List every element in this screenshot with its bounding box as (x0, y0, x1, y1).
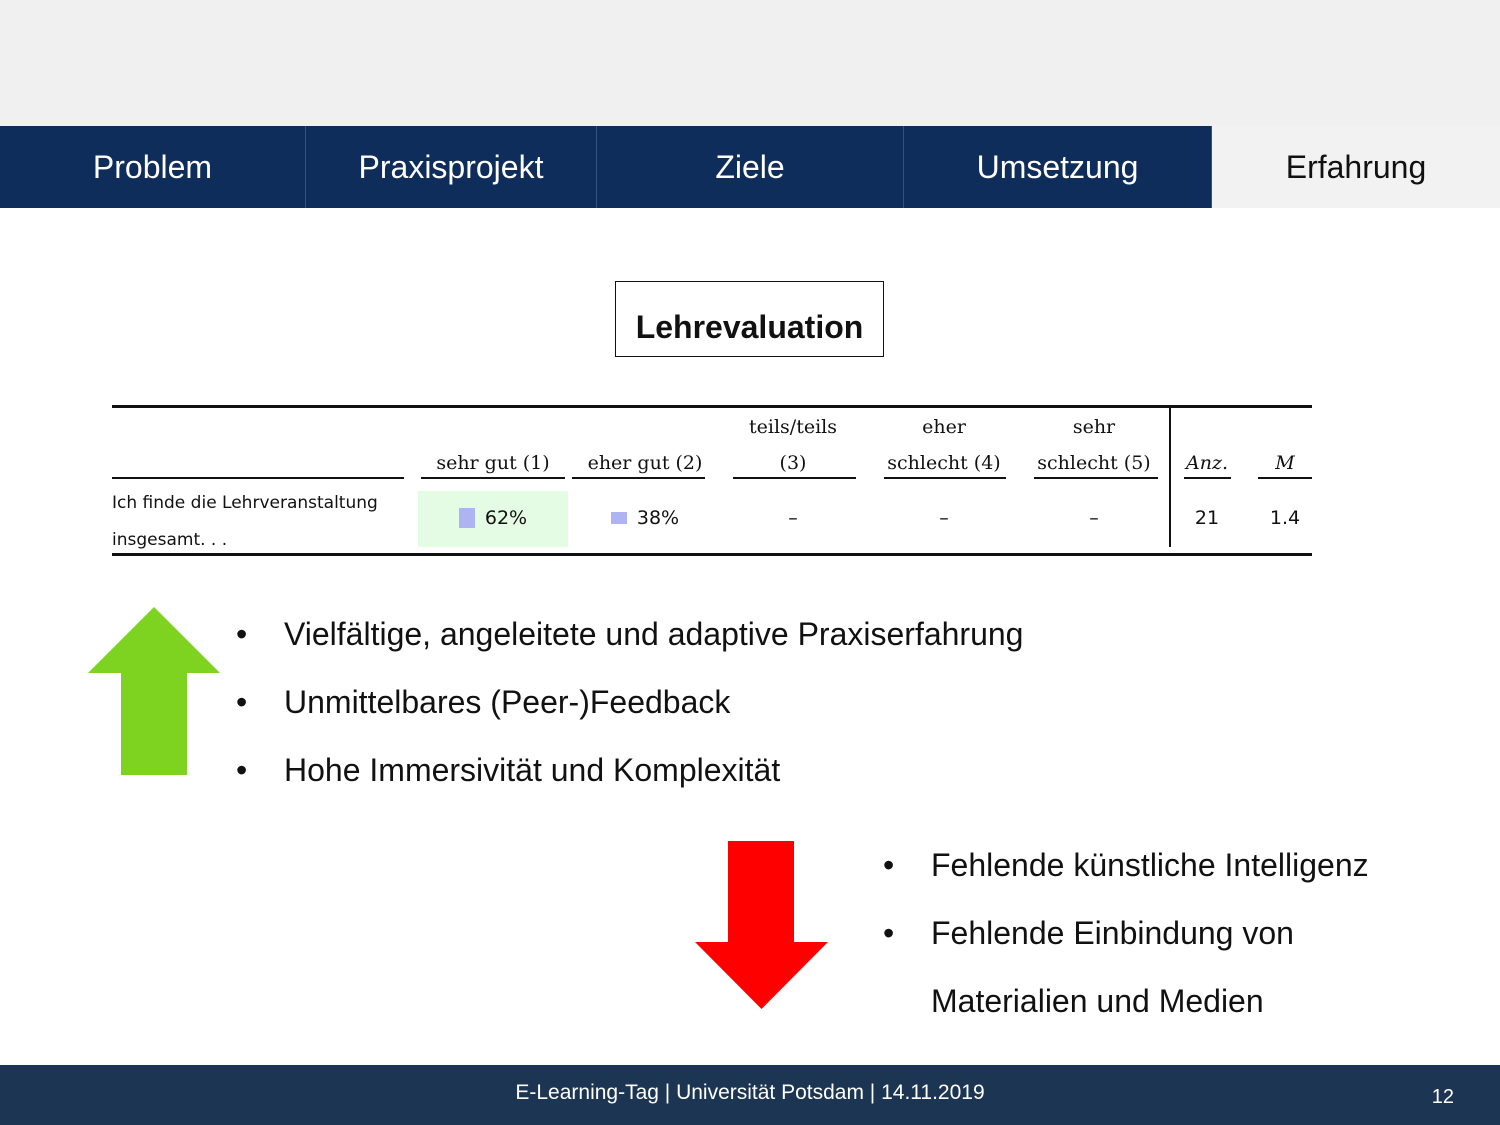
section-nav (0, 126, 1500, 208)
footer (0, 1065, 1500, 1125)
list-item: • Fehlende Einbindung von Materialien und Medien (883, 899, 1443, 1035)
row-label: Ich finde die Lehrveranstaltung insgesamt. . . (112, 493, 378, 550)
header-sehr-schlecht: sehr schlecht (5) (1037, 416, 1151, 474)
header-band (0, 0, 1500, 126)
table-top-rule (112, 405, 1312, 408)
page-number: 12 (1431, 1086, 1454, 1108)
cell-eher-gut: 38% (570, 501, 720, 535)
cell-mean: 1.4 (1269, 507, 1301, 529)
header-rule (421, 477, 565, 479)
list-item: • Unmittelbares (Peer-)Feedback (236, 668, 1023, 736)
cell-sehr-gut: 62% (418, 501, 568, 535)
list-item: • Vielfältige, angeleitete und adaptive Praxiserfahrung (236, 600, 1023, 668)
column-separator (1169, 405, 1171, 547)
header-rule (1258, 477, 1312, 479)
red-down-arrow-icon (695, 841, 828, 1009)
percent-bar (611, 512, 627, 524)
cell-teils-teils: – (788, 507, 798, 529)
header-mean: M (1275, 452, 1295, 474)
header-rule (572, 477, 705, 479)
header-count: Anz. (1185, 452, 1228, 474)
header-rule (1034, 477, 1158, 479)
header-sehr-gut: sehr gut (1) (436, 452, 550, 474)
cell-sehr-schlecht: – (1089, 507, 1099, 529)
positives-list (236, 600, 1023, 804)
table-bottom-rule (112, 553, 1312, 556)
negatives-list (883, 831, 1443, 1035)
tab-problem[interactable]: Problem (0, 126, 306, 208)
tab-umsetzung[interactable]: Umsetzung (904, 126, 1212, 208)
header-eher-gut: eher gut (2) (587, 452, 703, 474)
list-item: • Fehlende künstliche Intelligenz (883, 831, 1443, 899)
footer-text: E-Learning-Tag | Universität Potsdam | 14.11.2019 (515, 1081, 985, 1104)
header-teils-teils: teils/teils (3) (749, 416, 837, 474)
slide-title: Lehrevaluation (615, 281, 884, 357)
list-item: • Hohe Immersivität und Komplexität (236, 736, 1023, 804)
header-eher-schlecht: eher schlecht (4) (887, 416, 1001, 474)
header-rule (112, 477, 404, 479)
cell-eher-schlecht: – (939, 507, 949, 529)
tab-praxisprojekt[interactable]: Praxisprojekt (306, 126, 597, 208)
header-rule (1184, 477, 1231, 479)
header-rule (884, 477, 1006, 479)
evaluation-table (112, 405, 1312, 557)
tab-ziele[interactable]: Ziele (597, 126, 904, 208)
cell-count: 21 (1194, 507, 1220, 529)
percent-bar (459, 508, 475, 528)
tab-erfahrung[interactable]: Erfahrung (1212, 126, 1500, 208)
green-up-arrow-icon (88, 607, 220, 777)
header-rule (733, 477, 856, 479)
